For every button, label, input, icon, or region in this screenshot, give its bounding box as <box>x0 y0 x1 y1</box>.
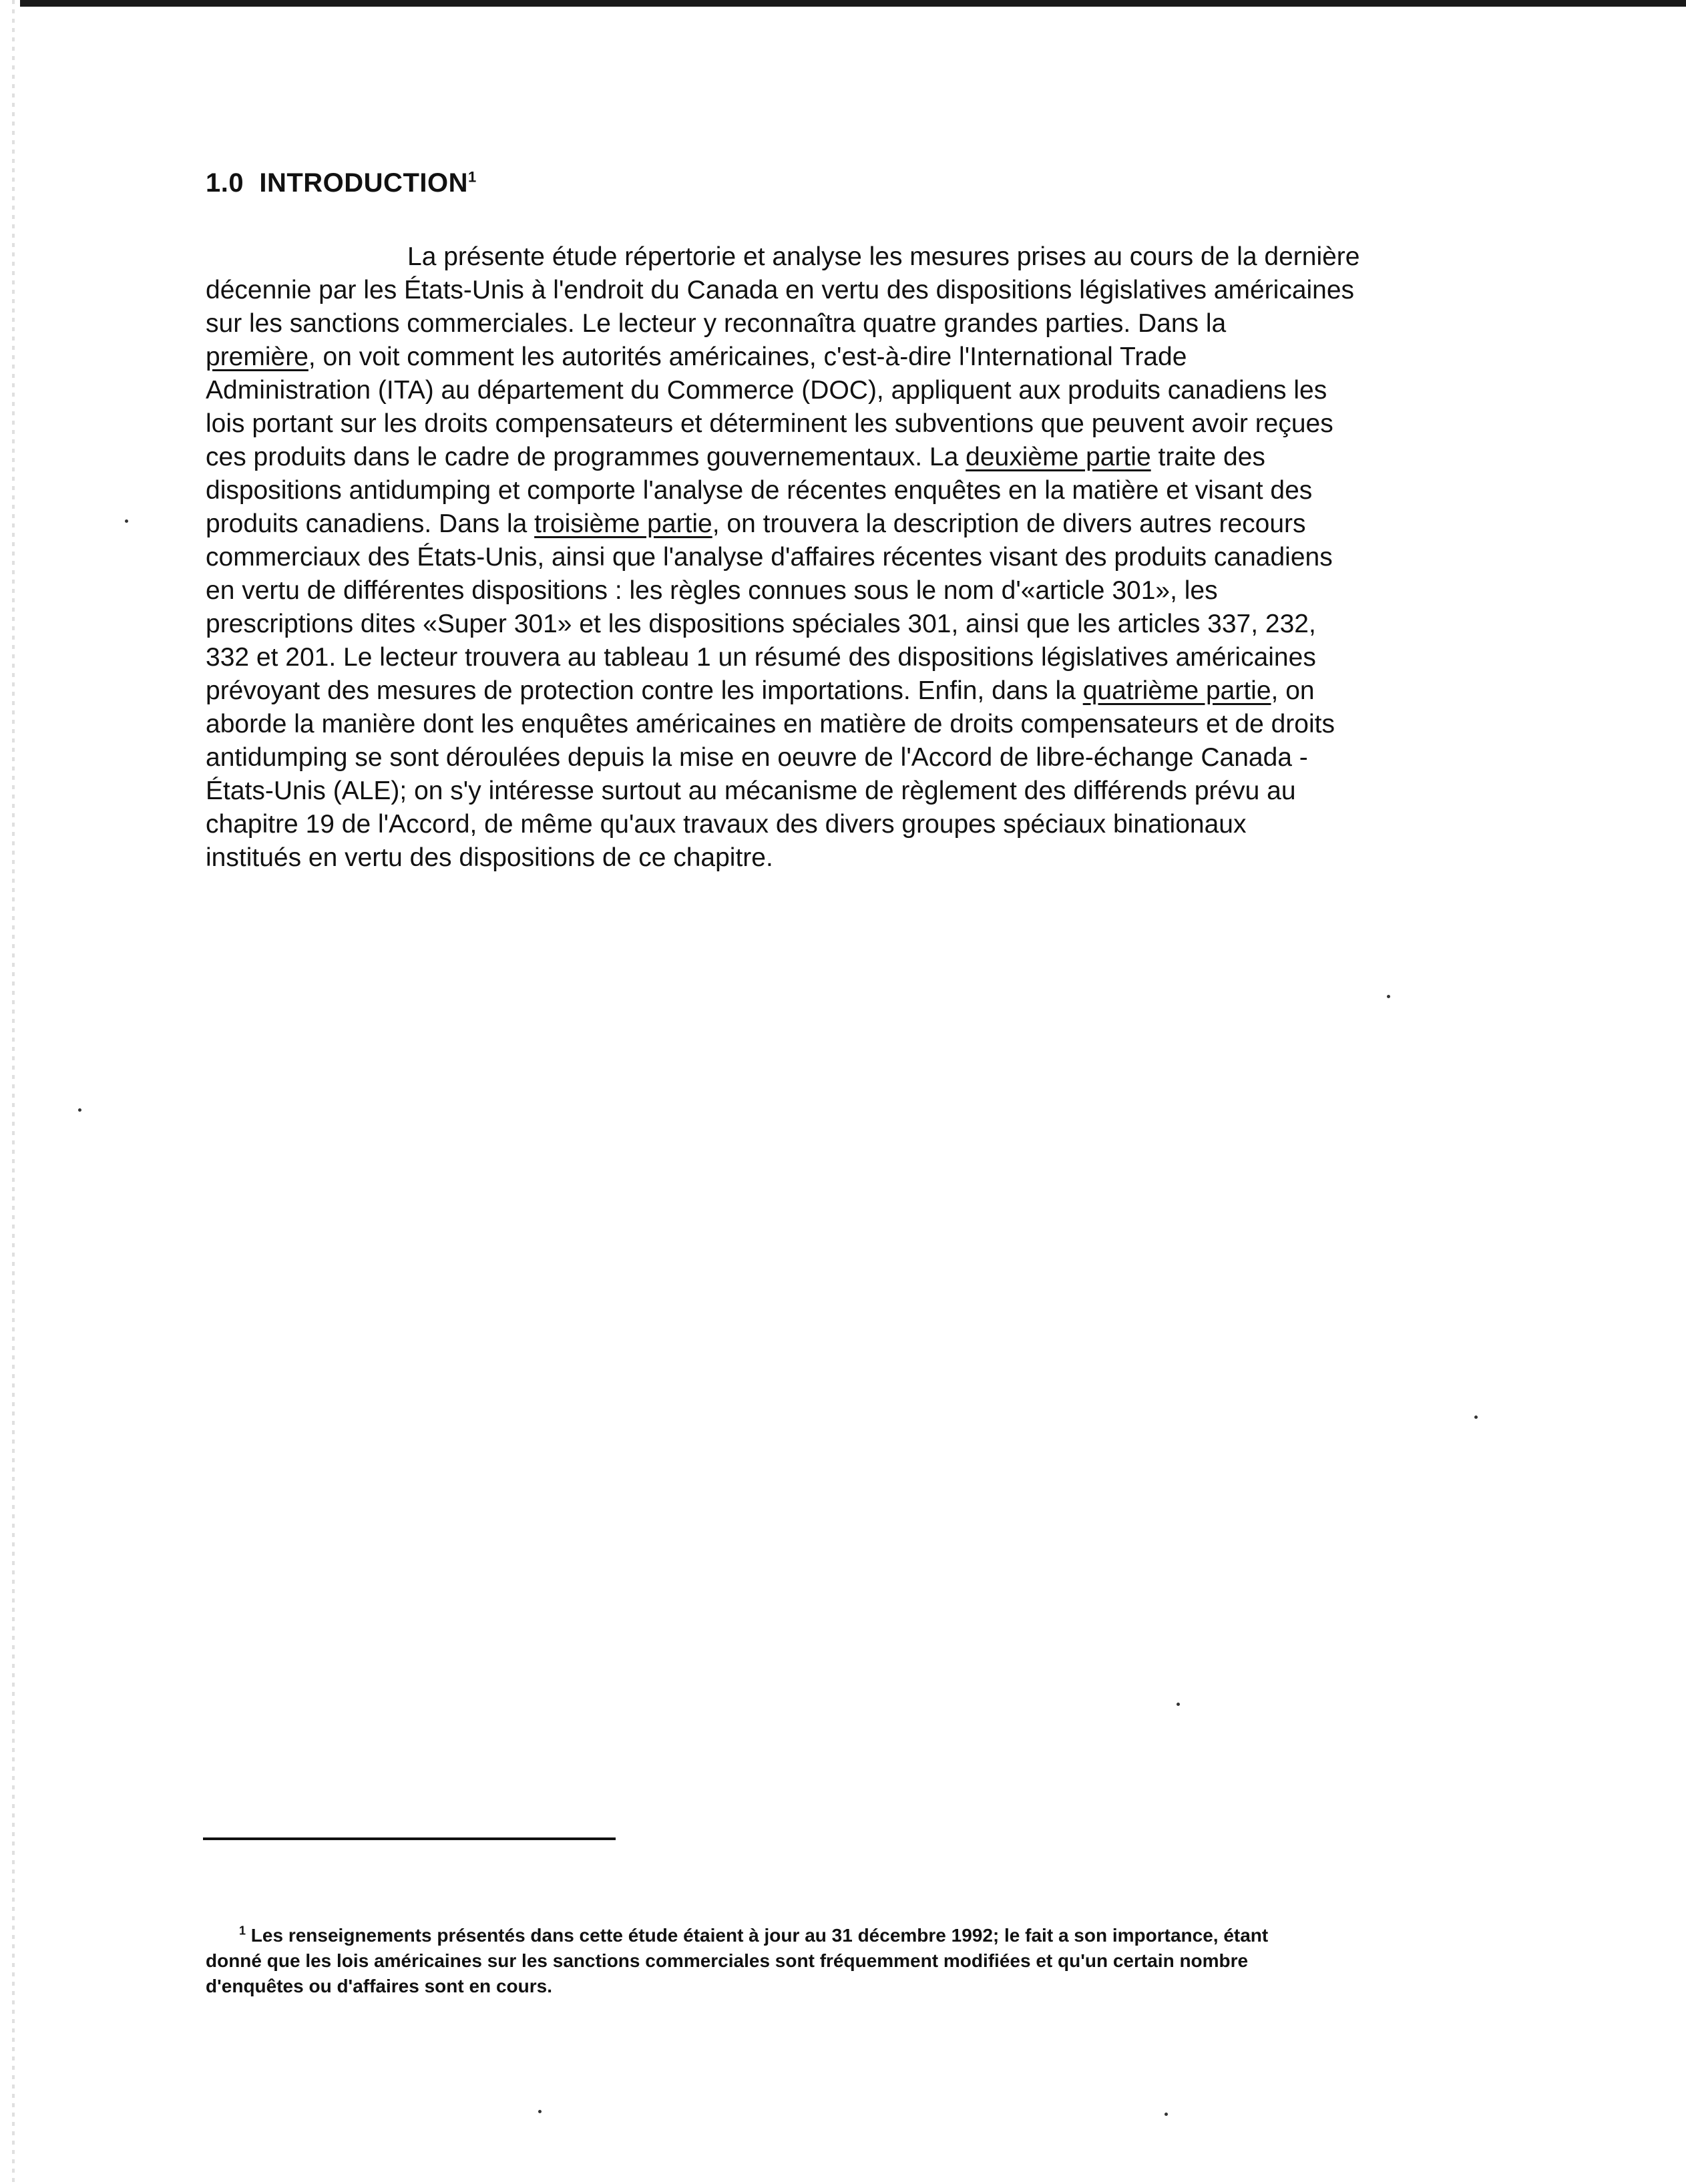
paragraph-line <box>206 240 1514 274</box>
text-run: institués en vertu des dispositions de ce chapitre. <box>206 843 773 872</box>
section-title: INTRODUCTION <box>259 168 468 198</box>
text-run: produits canadiens. Dans la <box>206 509 535 538</box>
footnote-text: Les renseignements présentés dans cette étude étaient à jour au 31 décembre 1992; le fait a son importance, étant <box>250 1925 1269 1946</box>
section-number: 1.0 <box>206 168 244 198</box>
text-run: aborde la manière dont les enquêtes américaines en matière de droits compensateurs et de droits <box>206 710 1335 738</box>
text-run: États-Unis (ALE); on s'y intéresse surtout au mécanisme de règlement des différends prévu au <box>206 777 1296 805</box>
scan-speck <box>125 519 128 523</box>
text-run: décennie par les États-Unis à l'endroit du Canada en vertu des dispositions législatives américaines <box>206 276 1355 304</box>
paragraph-line <box>206 407 1514 441</box>
paragraph-line <box>206 841 1514 875</box>
underlined-term: deuxième partie <box>966 443 1151 471</box>
text-run: commerciaux des États-Unis, ainsi que l'analyse d'affaires récentes visant des produits canadiens <box>206 543 1333 572</box>
text-run: dispositions antidumping et comporte l'analyse de récentes enquêtes en la matière et visant des <box>206 476 1313 505</box>
scan-speck <box>1165 2113 1168 2116</box>
text-run: lois portant sur les droits compensateurs et déterminent les subventions que peuvent avoir reçues <box>206 409 1333 438</box>
paragraph-line <box>206 574 1514 608</box>
footnote-line <box>206 1923 1514 1948</box>
paragraph-line <box>206 641 1514 674</box>
paragraph-line <box>206 441 1514 474</box>
underlined-term: quatrième partie <box>1082 676 1271 705</box>
text-run: chapitre 19 de l'Accord, de même qu'aux travaux des divers groupes spéciaux binationaux <box>206 810 1247 839</box>
paragraph-line <box>206 307 1514 341</box>
underlined-term: troisième partie <box>534 509 712 538</box>
text-run: traite des <box>1150 443 1265 471</box>
underlined-term: première <box>206 343 308 371</box>
text-run: prévoyant des mesures de protection contre les importations. Enfin, dans la <box>206 676 1083 705</box>
text-run: , on trouvera la description de divers autres recours <box>712 509 1306 538</box>
paragraph-line <box>206 808 1514 841</box>
text-run: 332 et 201. Le lecteur trouvera au tableau 1 un résumé des dispositions législatives américaines <box>206 643 1316 672</box>
paragraph-line <box>206 708 1514 741</box>
text-run: en vertu de différentes dispositions : les règles connues sous le nom d'«article 301», les <box>206 576 1218 605</box>
paragraph-line <box>206 507 1514 541</box>
scan-speck <box>1387 995 1390 998</box>
text-run: La présente étude répertorie et analyse les mesures prises au cours de la dernière <box>407 242 1360 271</box>
footnote-line: donné que les lois américaines sur les sanctions commerciales sont fréquemment modifiées et qu'un certain nombre <box>206 1950 1249 1971</box>
footnote-separator <box>203 1837 616 1840</box>
footnote-marker: 1 <box>239 1924 246 1938</box>
paragraph-line <box>206 274 1514 307</box>
paragraph-line <box>206 775 1514 808</box>
paragraph-line <box>206 341 1514 374</box>
paragraph-line <box>206 541 1514 574</box>
section-heading <box>206 168 477 198</box>
text-run: antidumping se sont déroulées depuis la mise en oeuvre de l'Accord de libre-échange Canada - <box>206 743 1308 772</box>
text-run: ces produits dans le cadre de programmes gouvernementaux. La <box>206 443 966 471</box>
text-run: , on voit comment les autorités américaines, c'est-à-dire l'International Trade <box>308 343 1187 371</box>
text-run: sur les sanctions commerciales. Le lecteur y reconnaîtra quatre grandes parties. Dans la <box>206 309 1227 338</box>
footnote-reference: 1 <box>467 168 477 186</box>
scan-left-edge <box>12 0 15 2184</box>
introduction-paragraph <box>206 240 1514 875</box>
scan-speck <box>1177 1703 1180 1706</box>
scan-speck <box>538 2110 542 2113</box>
scan-top-edge <box>0 0 1686 7</box>
paragraph-line <box>206 608 1514 641</box>
text-run: Administration (ITA) au département du Commerce (DOC), appliquent aux produits canadiens les <box>206 376 1327 405</box>
paragraph-line <box>206 474 1514 507</box>
text-run: prescriptions dites «Super 301» et les dispositions spéciales 301, ainsi que les articles 337, 232, <box>206 610 1316 638</box>
text-run: , on <box>1271 676 1315 705</box>
paragraph-line <box>206 674 1514 708</box>
paragraph-line <box>206 374 1514 407</box>
footnote-line: d'enquêtes ou d'affaires sont en cours. <box>206 1976 552 1996</box>
scan-speck <box>78 1108 81 1112</box>
footnote <box>206 1923 1514 1999</box>
paragraph-line <box>206 741 1514 775</box>
scan-speck <box>1474 1415 1478 1419</box>
